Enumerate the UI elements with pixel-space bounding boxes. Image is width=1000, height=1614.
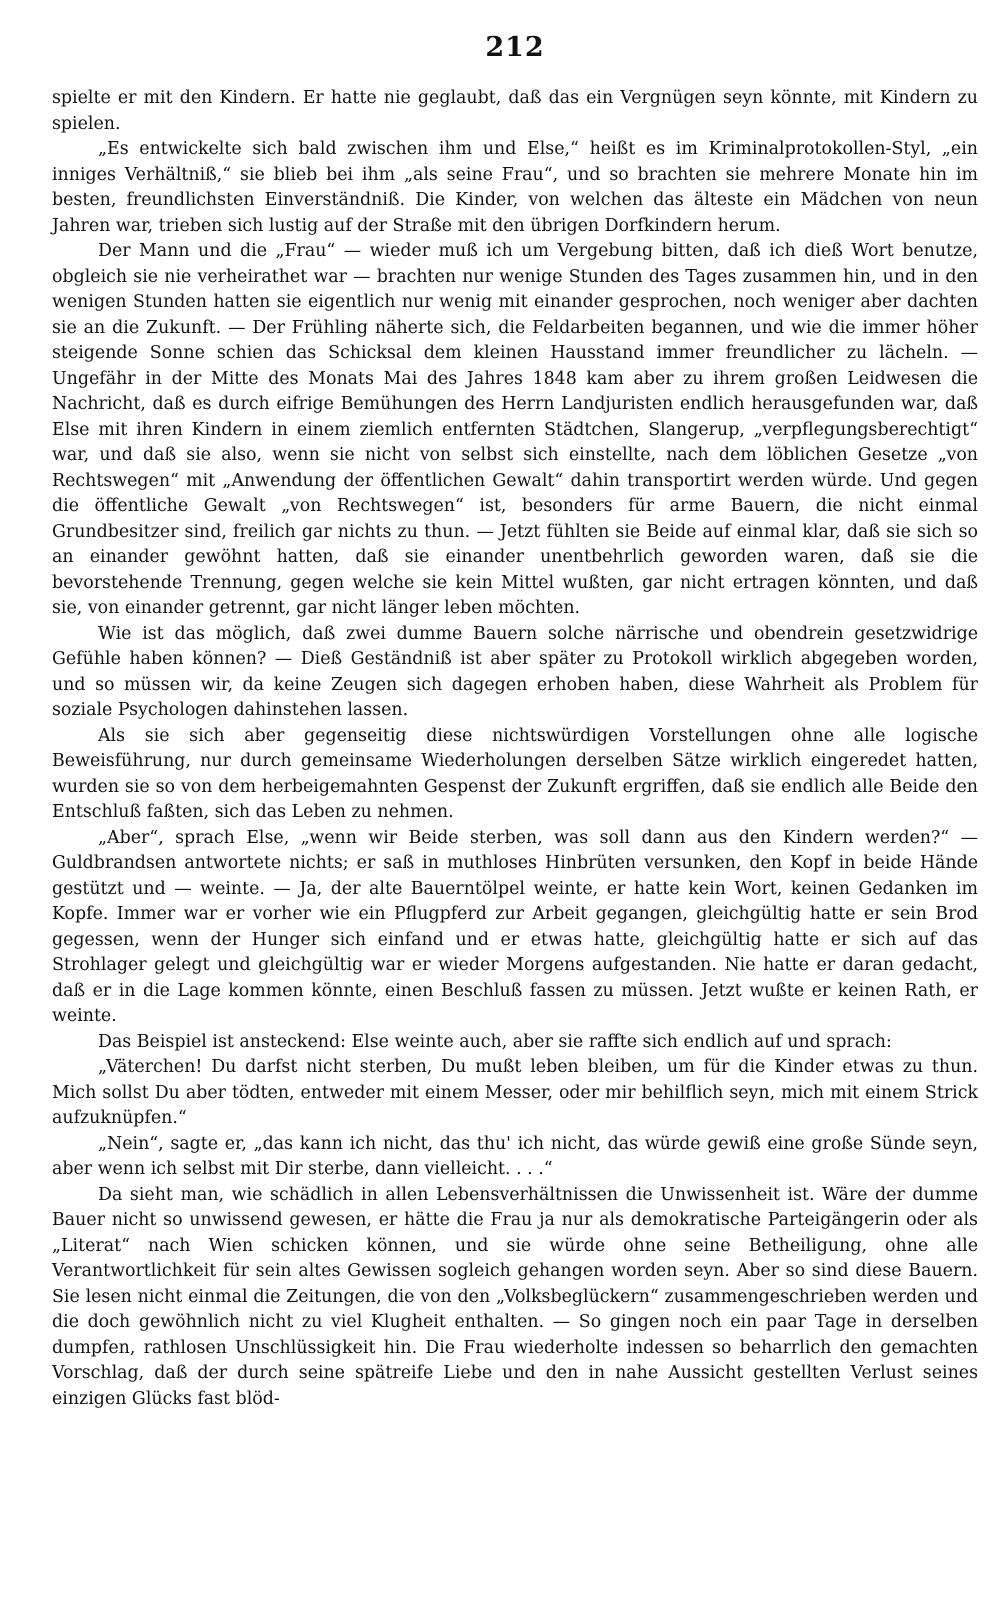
paragraph: „Nein“, sagte er, „das kann ich nicht, das thu' ich nicht, das würde gewiß eine große Sünde seyn, aber wenn ich selbst mit Dir sterbe, dann vielleicht. . . .“ xyxy=(52,1133,978,1179)
paragraph: „Es entwickelte sich bald zwischen ihm und Else,“ heißt es im Kriminalprotokollen-Styl, „ein inniges Verhältniß,“ sie blieb bei ihm „als seine Frau“, und so brachten sie mehrere Monate hin im besten, freundlichsten Einverständniß. Die Kinder, von welchen das älteste ein Mädchen von neun Jahren war, trieben sich lustig auf der Straße mit den übrigen Dorfkindern herum. xyxy=(52,139,978,236)
paragraph-continued: spielte er mit den Kindern. Er hatte nie geglaubt, daß das ein Vergnügen seyn könnte, mit Kindern zu spielen. xyxy=(52,88,978,134)
paragraph: „Väterchen! Du darfst nicht sterben, Du mußt leben bleiben, um für die Kinder etwas zu thun. Mich sollst Du aber tödten, entweder mit einem Messer, oder mir behilflich seyn, mich mit einem Strick aufzuknüpfen.“ xyxy=(52,1057,978,1128)
paragraph: „Aber“, sprach Else, „wenn wir Beide sterben, was soll dann aus den Kindern werden?“ — Guldbrandsen antwortete nichts; er saß in muthloses Hinbrüten versunken, den Kopf in beide Hände gestützt und — weinte. — Ja, der alte Bauerntölpel weinte, er hatte kein Wort, keinen Gedanken im Kopfe. Immer war er vorher wie ein Pflugpferd zur Arbeit gegangen, gleichgültig hatte er sein Brod gegessen, wenn der Hunger sich einfand und er etwas hatte, gleichgültig hatte er sich auf das Strohlager gelegt und gleichgültig war er wieder Morgens aufgestanden. Nie hatte er daran gedacht, daß er in die Lage kommen könnte, einen Beschluß fassen zu müssen. Jetzt wußte er keinen Rath, er weinte. xyxy=(52,827,978,1026)
paragraph: Wie ist das möglich, daß zwei dumme Bauern solche närrische und obendrein gesetzwidrige Gefühle haben können? — Dieß Geständniß ist aber später zu Protokoll wirklich abgegeben worden, und so müssen wir, da keine Zeugen sich dagegen erhoben haben, diese Wahrheit als Problem für soziale Psychologen dahinstehen lassen. xyxy=(52,623,978,720)
body-text xyxy=(52,86,978,1412)
paragraph: Als sie sich aber gegenseitig diese nichtswürdigen Vorstellungen ohne alle logische Beweisführung, nur durch gemeinsame Wiederholungen derselben Sätze wirklich eingeredet hatten, wurden sie so von dem herbeigemahnten Gespenst der Zukunft ergriffen, daß sie endlich alle Beide den Entschluß faßten, sich das Leben zu nehmen. xyxy=(52,725,978,822)
paragraph: Das Beispiel ist ansteckend: Else weinte auch, aber sie raffte sich endlich auf und sprach: xyxy=(98,1031,892,1052)
page-number: 212 xyxy=(485,32,545,63)
paragraph: Der Mann und die „Frau“ — wieder muß ich um Vergebung bitten, daß ich dieß Wort benutze, obgleich sie nie verheirathet war — brachten nur wenige Stunden des Tages zusammen hin, und in den wenigen Stunden hatten sie eigentlich nur wenig mit einander gesprochen, noch weniger aber dachten sie an die Zukunft. — Der Frühling näherte sich, die Feldarbeiten begannen, und wie die immer höher steigende Sonne schien das Schicksal dem kleinen Hausstand immer freundlicher zu lächeln. — Ungefähr in der Mitte des Monats Mai des Jahres 1848 kam aber zu ihrem großen Leidwesen die Nachricht, daß es durch eifrige Bemühungen des Herrn Landjuristen endlich herausgefunden war, daß Else mit ihren Kindern in einem ziemlich entfernten Städtchen, Slangerup, „verpflegungsberechtigt“ war, und daß sie also, wenn sie nicht von selbst sich einstellte, nach dem löblichen Gesetze „von Rechtswegen“ mit „Anwendung der öffentlichen Gewalt“ dahin transportirt werden würde. Und gegen die öffentliche Gewalt „von Rechtswegen“ ist, besonders für arme Bauern, die nicht einmal Grundbesitzer sind, freilich gar nichts zu thun. — Jetzt fühlten sie Beide auf einmal klar, daß sie sich so an einander gewöhnt hatten, daß sie einander unentbehrlich geworden waren, daß sie die bevorstehende Trennung, gegen welche sie kein Mittel wußten, gar nicht ertragen könnten, und daß sie, von einander getrennt, gar nicht länger leben möchten. xyxy=(52,241,978,618)
paragraph: Da sieht man, wie schädlich in allen Lebensverhältnissen die Unwissenheit ist. Wäre der dumme Bauer nicht so unwissend gewesen, er hätte die Frau ja nur als demokratische Parteigängerin oder als „Literat“ nach Wien schicken können, und sie würde ohne seine Betheiligung, ohne alle Verantwortlichkeit für sein altes Gewissen sogleich gehangen worden seyn. Aber so sind diese Bauern. Sie lesen nicht einmal die Zeitungen, die von den „Volksbeglückern“ zusammengeschrieben werden und die doch gewöhnlich nicht zu viel Klugheit enthalten. — So gingen noch ein paar Tage in derselben dumpfen, rathlosen Unschlüssigkeit hin. Die Frau wiederholte indessen so beharrlich den gemachten Vorschlag, daß der durch seine spätreife Liebe und den in nahe Aussicht gestellten Verlust seines einzigen Glücks fast blöd- xyxy=(52,1184,978,1409)
